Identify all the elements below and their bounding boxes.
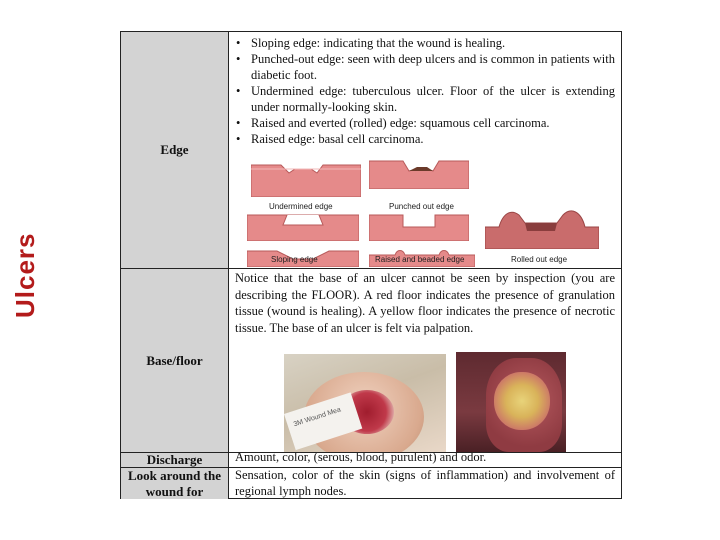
sloping-edge-label: Sloping edge — [271, 255, 318, 264]
ankle-ulcer — [494, 372, 550, 430]
rolled-out-edge-label: Rolled out edge — [511, 255, 568, 264]
look-around-text: Sensation, color of the skin (signs of inflammation) and involvement of regional lymph nodes. — [235, 468, 615, 498]
edge-bullet-undermined: • Undermined edge: tuberculous ulcer. Floor of the ulcer is extending under normally-looking skin. — [233, 83, 615, 115]
ulcer-table — [120, 31, 622, 499]
discharge-text: Amount, color, (serous, blood, purulent) and odor. — [235, 453, 487, 464]
base-floor-text: Notice that the base of an ulcer cannot be seen by inspection (you are describing the FLOOR). A red floor indicates the presence of granulation tissue (wound is healing). A yellow floor indicates the presence of necrotic tissue. The base of an ulcer is felt via palpation. — [235, 271, 615, 335]
slide-title: Ulcers — [10, 232, 40, 318]
edge-bullet-sloping: • Sloping edge: indicating that the wound is healing. — [233, 35, 615, 51]
measuring-card-label: 3M Wound Mea — [292, 406, 342, 429]
look-around-content — [229, 468, 621, 499]
row-header-base-floor: Base/floor — [121, 269, 229, 452]
edge-diagram-top-left — [251, 159, 361, 197]
wound-photo-ankle — [456, 352, 566, 452]
row-header-look-around: Look around the wound for — [121, 468, 229, 499]
edge-bullet-raised-everted: • Raised and everted (rolled) edge: squamous cell carcinoma. — [233, 115, 615, 131]
edge-content — [229, 35, 621, 267]
discharge-header-text: Discharge — [146, 453, 203, 467]
edge-bullet-punched: • Punched-out edge: seen with deep ulcers and is common in patients with diabetic foot. — [233, 51, 615, 83]
punched-out-edge-label: Punched out edge — [389, 202, 454, 211]
punched-out-edge-diagram — [369, 211, 469, 241]
base-floor-content — [229, 270, 621, 452]
rolled-out-edge-diagram — [485, 201, 599, 249]
raised-beaded-edge-label: Raised and beaded edge — [375, 255, 465, 264]
row-header-edge: Edge — [121, 32, 229, 268]
discharge-content — [229, 453, 621, 467]
edge-bullet-raised: • Raised edge: basal cell carcinoma. — [233, 131, 615, 147]
edge-bullet-list — [229, 35, 621, 147]
wound-photo-heel — [284, 354, 446, 452]
undermined-edge-diagram — [247, 211, 359, 241]
edge-diagram-top-right — [369, 157, 469, 189]
row-header-discharge — [121, 453, 229, 467]
undermined-edge-label: Undermined edge — [269, 202, 333, 211]
